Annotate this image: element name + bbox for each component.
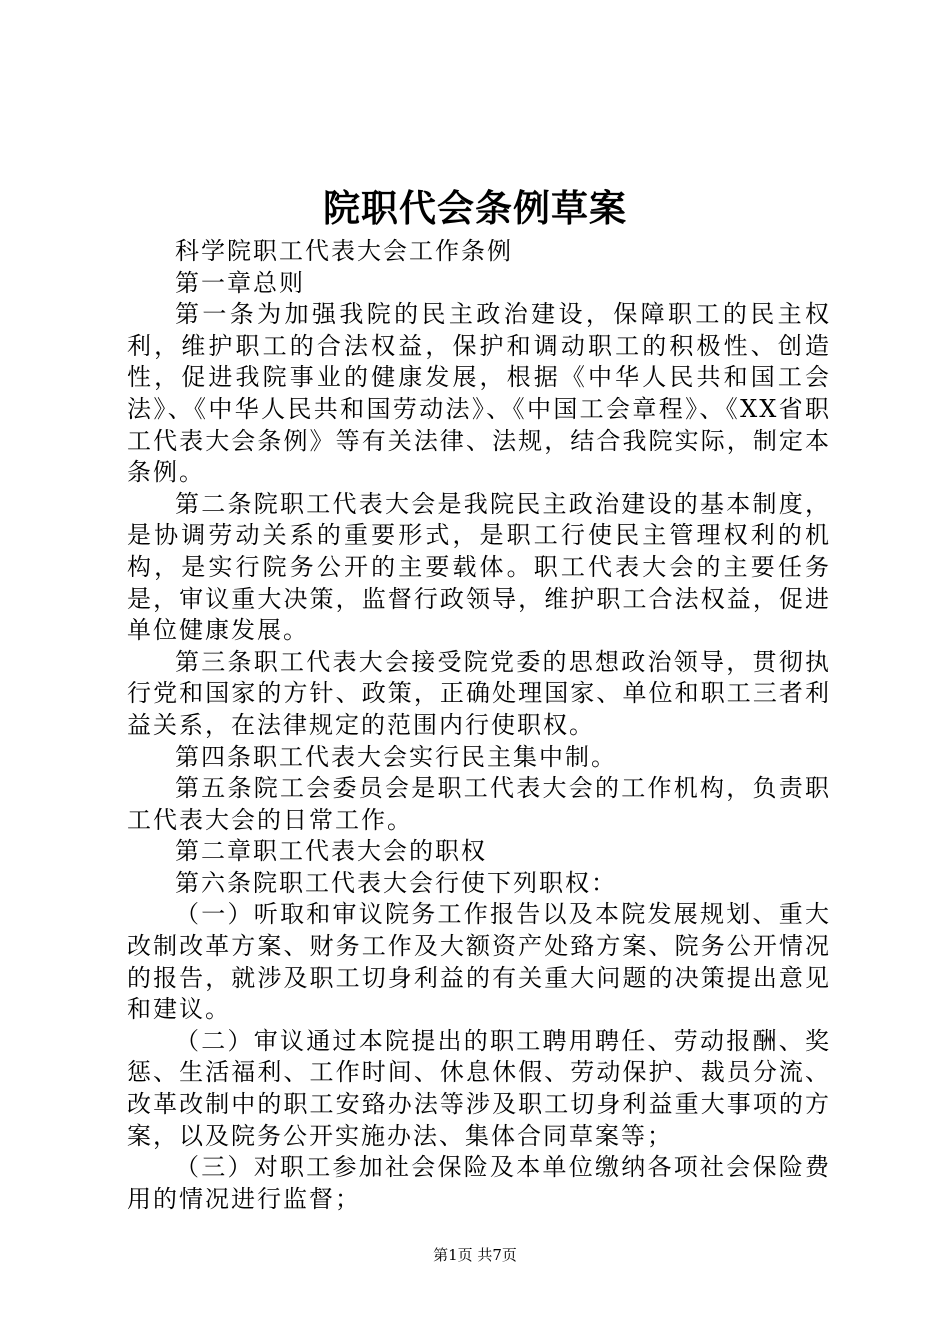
paragraph-article-1: 第一条为加强我院的民主政治建设，保障职工的民主权利，维护职工的合法权益，保护和调动职工的积极性、创造性，促进我院事业的健康发展，根据《中华人民共和国工会法》、《中华人民共和国劳动法》、《中国工会章程》、《XX省职工代表大会条例》等有关法律、法规，结合我院实际，制定本条例。: [127, 300, 831, 487]
paragraph-article-6: 第六条院职工代表大会行使下列职权：: [175, 868, 617, 897]
paragraph-chapter-2: 第二章职工代表大会的职权: [175, 837, 487, 866]
paragraph-article-5: 第五条院工会委员会是职工代表大会的工作机构，负责职工代表大会的日常工作。: [127, 774, 831, 834]
document-title: 院职代会条例草案: [323, 186, 627, 230]
paragraph-item-3: （三）对职工参加社会保险及本单位缴纳各项社会保险费用的情况进行监督；: [127, 1153, 831, 1213]
document-body: [127, 236, 831, 1215]
paragraph-article-3: 第三条职工代表大会接受院党委的思想政治领导，贯彻执行党和国家的方针、政策，正确处理国家、单位和职工三者利益关系，在法律规定的范围内行使职权。: [127, 647, 831, 739]
page-footer: 第1页 共7页: [433, 1246, 517, 1264]
paragraph-chapter-1: 第一章总则: [175, 268, 305, 297]
paragraph-item-1: （一）听取和审议院务工作报告以及本院发展规划、重大改制改革方案、财务工作及大额资产处臵方案、院务公开情况的报告，就涉及职工切身利益的有关重大问题的决策提出意见和建议。: [127, 900, 831, 1024]
paragraph-subtitle: 科学院职工代表大会工作条例: [175, 237, 513, 265]
paragraph-article-4: 第四条职工代表大会实行民主集中制。: [175, 742, 617, 771]
paragraph-item-2: （二）审议通过本院提出的职工聘用聘任、劳动报酬、奖惩、生活福利、工作时间、休息休假、劳动保护、裁员分流、改革改制中的职工安臵办法等涉及职工切身利益重大事项的方案，以及院务公开实施办法、集体合同草案等；: [127, 1026, 831, 1150]
paragraph-article-2: 第二条院职工代表大会是我院民主政治建设的基本制度，是协调劳动关系的重要形式，是职工行使民主管理权利的机构，是实行院务公开的主要载体。职工代表大会的主要任务是，审议重大决策，监督行政领导，维护职工合法权益，促进单位健康发展。: [127, 489, 831, 645]
